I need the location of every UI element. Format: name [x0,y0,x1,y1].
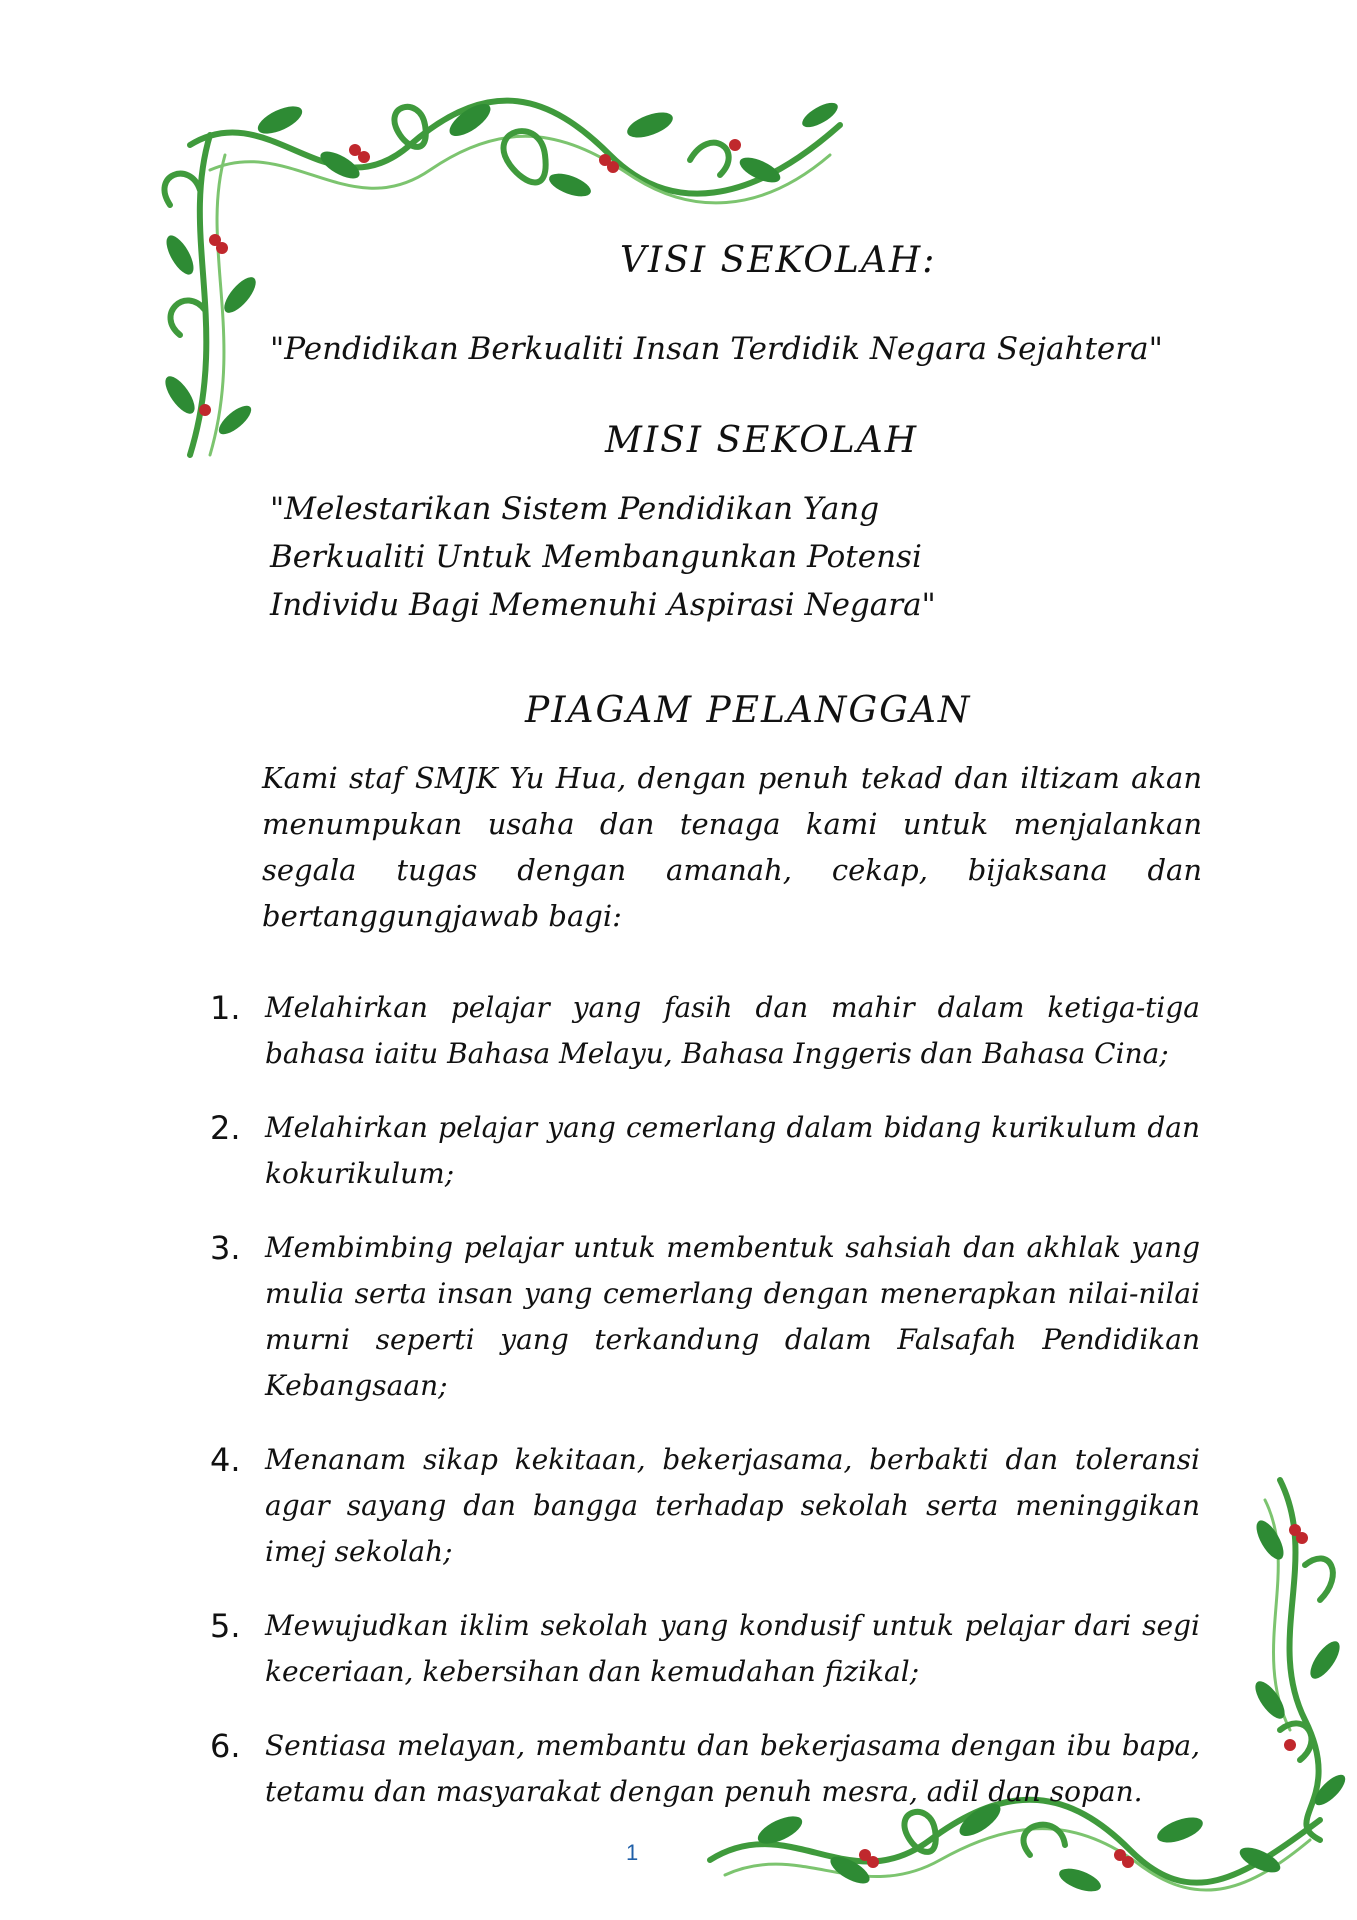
list-item [210,1437,1200,1575]
list-item-text: Membimbing pelajar untuk membentuk sahsiah dan akhlak yang mulia serta insan yang cemerlang dengan menerapkan nilai-nilai murni seperti yang terkandung dalam Falsafah Pendidikan Kebangsaan; [265,1231,1200,1402]
list-item [210,1603,1200,1695]
list-item-text: Sentiasa melayan, membantu dan bekerjasama dengan ibu bapa, tetamu dan masyarakat dengan penuh mesra, adil dan sopan. [265,1729,1200,1808]
list-item-number: 5. [210,1607,241,1645]
list-item-number: 2. [210,1109,241,1147]
list-item-number: 4. [210,1441,241,1479]
list-item [210,1723,1200,1815]
list-item-text: Melahirkan pelajar yang fasih dan mahir dalam ketiga-tiga bahasa iaitu Bahasa Melayu, Bahasa Inggeris dan Bahasa Cina; [265,991,1200,1070]
list-item-number: 1. [210,989,241,1027]
list-item [210,1225,1200,1409]
list-item [210,1105,1200,1197]
list-item-text: Menanam sikap kekitaan, bekerjasama, berbakti dan toleransi agar sayang dan bangga terhadap sekolah serta meninggikan imej sekolah; [265,1443,1200,1568]
mission-statement: "Melestarikan Sistem Pendidikan Yang Berkualiti Untuk Membangunkan Potensi Individu Bagi Memenuhi Aspirasi Negara" [270,491,936,623]
list-item-number: 6. [210,1727,241,1765]
list-item-text: Mewujudkan iklim sekolah yang kondusif untuk pelajar dari segi keceriaan, kebersihan dan kemudahan fizikal; [265,1609,1200,1688]
vision-statement: "Pendidikan Berkualiti Insan Terdidik Negara Sejahtera" [270,331,1163,367]
mission-heading: MISI SEKOLAH [605,420,919,461]
charter-intro: Kami staf SMJK Yu Hua, dengan penuh tekad dan iltizam akan menumpukan usaha dan tenaga kami untuk menjalankan segala tugas dengan amanah, cekap, bijaksana dan bertanggungjawab bagi: [262,761,1202,933]
list-item-number: 3. [210,1229,241,1267]
charter-heading: PIAGAM PELANGGAN [525,690,972,731]
vision-heading: VISI SEKOLAH: [620,240,937,281]
page-number: 1 [626,1840,639,1865]
charter-list [210,985,1200,1843]
list-item [210,985,1200,1077]
list-item-text: Melahirkan pelajar yang cemerlang dalam bidang kurikulum dan kokurikulum; [265,1111,1200,1190]
